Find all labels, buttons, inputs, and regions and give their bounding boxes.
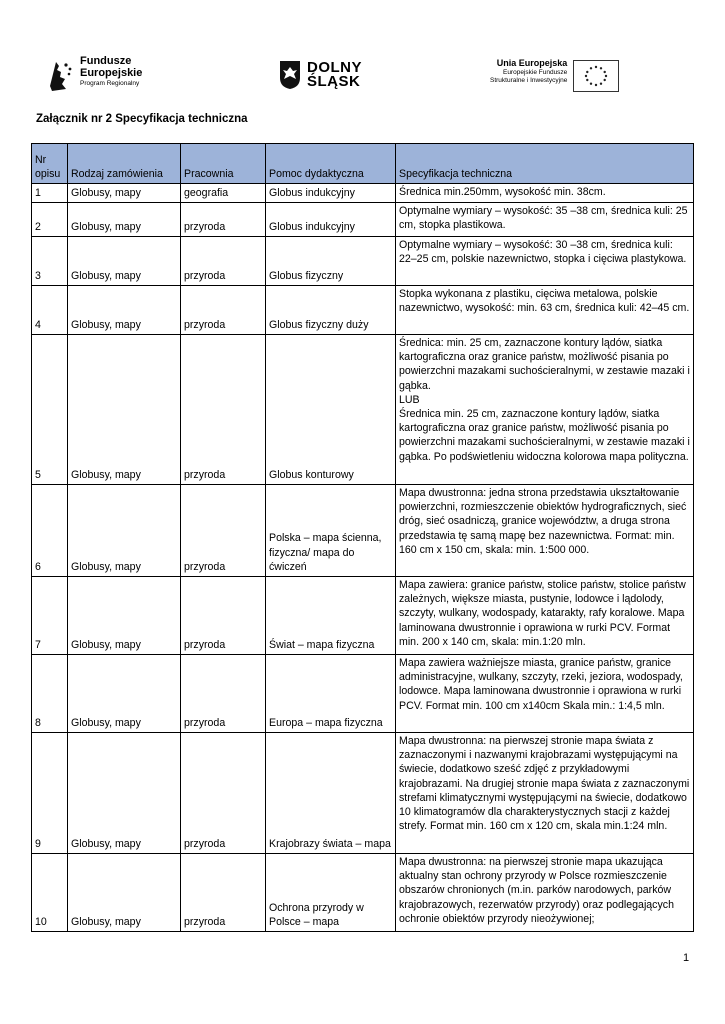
cell-rodzaj: Globusy, mapy xyxy=(68,733,181,854)
ue-logo-line2: Strukturalne i Inwestycyjne xyxy=(490,77,568,84)
cell-rodzaj: Globusy, mapy xyxy=(68,286,181,335)
cell-rodzaj: Globusy, mapy xyxy=(68,655,181,733)
cell-pomoc: Europa – mapa fizyczna xyxy=(266,655,396,733)
cell-pracownia: przyroda xyxy=(181,237,266,286)
cell-spec: Mapa zawiera: granice państw, stolice państw, stolice państw zależnych, większe miasta, pustynie, lodowce i lądolody, szczyty, wulkany, wodospady, katarakty, rafy koralowe. Mapa laminowana dwustronnie i oprawiona w rurki PCV. Format min. 200 x 140 cm, skala: min.1:20 mln. xyxy=(396,577,694,655)
cell-nr: 4 xyxy=(32,286,68,335)
eu-flag-icon xyxy=(573,60,619,92)
cell-nr: 10 xyxy=(32,854,68,932)
fe-logo-line3: Program Regionalny xyxy=(80,80,140,87)
cell-spec: Stopka wykonana z plastiku, cięciwa metalowa, polskie nazewnictwo, wysokość: min. 63 cm, średnica kuli: 42–45 cm. xyxy=(396,286,694,335)
cell-pracownia: przyroda xyxy=(181,203,266,237)
cell-pomoc: Globus indukcyjny xyxy=(266,184,396,203)
cell-nr: 8 xyxy=(32,655,68,733)
cell-nr: 7 xyxy=(32,577,68,655)
table-row xyxy=(32,733,694,854)
cell-spec: Mapa zawiera ważniejsze miasta, granice państw, granice administracyjne, wulkany, szczyty, rzeki, jeziora, wodospady, lodowce. Mapa laminowana dwustronnie i oprawiona w rurki PCV. Format min. 100 cm x140cm Skala min.: 1:4,5 mln. xyxy=(396,655,694,733)
cell-pomoc: Globus indukcyjny xyxy=(266,203,396,237)
cell-nr: 6 xyxy=(32,485,68,577)
column-header-nr: Nr opisu xyxy=(32,144,68,184)
cell-pracownia: przyroda xyxy=(181,335,266,485)
cell-nr: 1 xyxy=(32,184,68,203)
cell-rodzaj: Globusy, mapy xyxy=(68,203,181,237)
ue-logo-title: Unia Europejska xyxy=(496,58,568,68)
cell-pomoc: Świat – mapa fizyczna xyxy=(266,577,396,655)
cell-spec: Optymalne wymiary – wysokość: 35 –38 cm, średnica kuli: 25 cm, stopka plastikowa. xyxy=(396,203,694,237)
table-row xyxy=(32,335,694,485)
page-number: 1 xyxy=(683,952,690,964)
cell-rodzaj: Globusy, mapy xyxy=(68,237,181,286)
table-row xyxy=(32,655,694,733)
cell-spec: Średnica min.250mm, wysokość min. 38cm. xyxy=(396,184,694,203)
cell-nr: 5 xyxy=(32,335,68,485)
cell-rodzaj: Globusy, mapy xyxy=(68,184,181,203)
cell-pomoc: Ochrona przyrody w Polsce – mapa xyxy=(266,854,396,932)
ue-logo-line1: Europejskie Fundusze xyxy=(502,69,568,76)
cell-pracownia: przyroda xyxy=(181,655,266,733)
cell-pracownia: geografia xyxy=(181,184,266,203)
cell-pracownia: przyroda xyxy=(181,286,266,335)
fe-logo-line2: Europejskie xyxy=(80,66,143,79)
column-header-pracownia: Pracownia xyxy=(181,144,266,184)
cell-spec: Średnica: min. 25 cm, zaznaczone kontury lądów, siatka kartograficzna oraz granice państw, możliwość pisania po powierzchni mazakami suchościeralnymi, w zestawie mazaki i gąbka. LUB Średnica min. 25 cm, zaznaczone kontury lądów, siatka kartograficzna oraz granice państw, możliwość pisania po powierzchni mazakami suchościeralnymi, w zestawie mazaki i gąbka. Po podświetleniu widoczna kolorowa mapa polityczna. xyxy=(396,335,694,485)
table-row xyxy=(32,237,694,286)
table-row xyxy=(32,485,694,577)
cell-pracownia: przyroda xyxy=(181,854,266,932)
fundusze-europejskie-mark-icon xyxy=(46,56,74,94)
cell-pomoc: Globus konturowy xyxy=(266,335,396,485)
ds-logo-line1: DOLNY xyxy=(307,59,362,76)
table-row xyxy=(32,184,694,203)
column-header-rodzaj: Rodzaj zamówienia xyxy=(68,144,181,184)
table-header-row xyxy=(32,144,694,184)
ds-logo-line2: ŚLĄSK xyxy=(307,73,361,90)
cell-pracownia: przyroda xyxy=(181,577,266,655)
cell-pomoc: Globus fizyczny duży xyxy=(266,286,396,335)
cell-spec: Mapa dwustronna: na pierwszej stronie mapa ukazująca aktualny stan ochrony przyrody w Polsce rozmieszczenie obszarów chronionych (m.in. parków narodowych, parków krajobrazowych, rezerwatów przyrody) oraz podlegających ochronie obiektów przyrody nieożywionej; xyxy=(396,854,694,932)
cell-rodzaj: Globusy, mapy xyxy=(68,485,181,577)
table-row xyxy=(32,286,694,335)
table-row xyxy=(32,203,694,237)
cell-nr: 9 xyxy=(32,733,68,854)
fundusze-europejskie-logo xyxy=(46,56,142,94)
cell-rodzaj: Globusy, mapy xyxy=(68,335,181,485)
dolny-slask-logo xyxy=(279,60,362,90)
cell-spec: Mapa dwustronna: na pierwszej stronie mapa świata z zaznaczonymi i nazwanymi krajobrazami występującymi na świecie, dodatkowo sześć zdjęć z przykładowymi krajobrazami. Na drugiej stronie mapa świata z zaznaczonymi strefami klimatycznymi występującymi na świecie, dodatkowo 10 klimatogramów dla charakterystycznych stacji z każdej strefy. Format min. 160 cm x 120 cm, skala min.1:24 mln. xyxy=(396,733,694,854)
cell-pomoc: Polska – mapa ścienna, fizyczna/ mapa do ćwiczeń xyxy=(266,485,396,577)
cell-spec: Optymalne wymiary – wysokość: 30 –38 cm, średnica kuli: 22–25 cm, polskie nazewnictwo, stopka i cięciwa plastykowa. xyxy=(396,237,694,286)
column-header-specyfikacja: Specyfikacja techniczna xyxy=(396,144,694,184)
cell-pomoc: Krajobrazy świata – mapa xyxy=(266,733,396,854)
eagle-crest-icon xyxy=(279,60,301,90)
cell-nr: 2 xyxy=(32,203,68,237)
cell-pracownia: przyroda xyxy=(181,485,266,577)
column-header-pomoc: Pomoc dydaktyczna xyxy=(266,144,396,184)
table-row xyxy=(32,854,694,932)
cell-spec: Mapa dwustronna: jedna strona przedstawia ukształtowanie powierzchni, rozmieszczenie obiektów hydrograficznych, sieć dróg, sieć osadniczą, granice województw, a druga strona przedstawia tę samą mapę bez nazewnictwa. Format: min. 160 cm x 150 cm, skala: min. 1:500 000. xyxy=(396,485,694,577)
cell-rodzaj: Globusy, mapy xyxy=(68,577,181,655)
header-logos xyxy=(0,52,725,102)
table-row xyxy=(32,577,694,655)
unia-europejska-logo xyxy=(490,58,619,92)
cell-nr: 3 xyxy=(32,237,68,286)
cell-pomoc: Globus fizyczny xyxy=(266,237,396,286)
cell-pracownia: przyroda xyxy=(181,733,266,854)
document-title: Załącznik nr 2 Specyfikacja techniczna xyxy=(36,113,248,125)
fe-logo-line1: Fundusze xyxy=(80,55,132,67)
specification-table xyxy=(31,143,694,932)
cell-rodzaj: Globusy, mapy xyxy=(68,854,181,932)
